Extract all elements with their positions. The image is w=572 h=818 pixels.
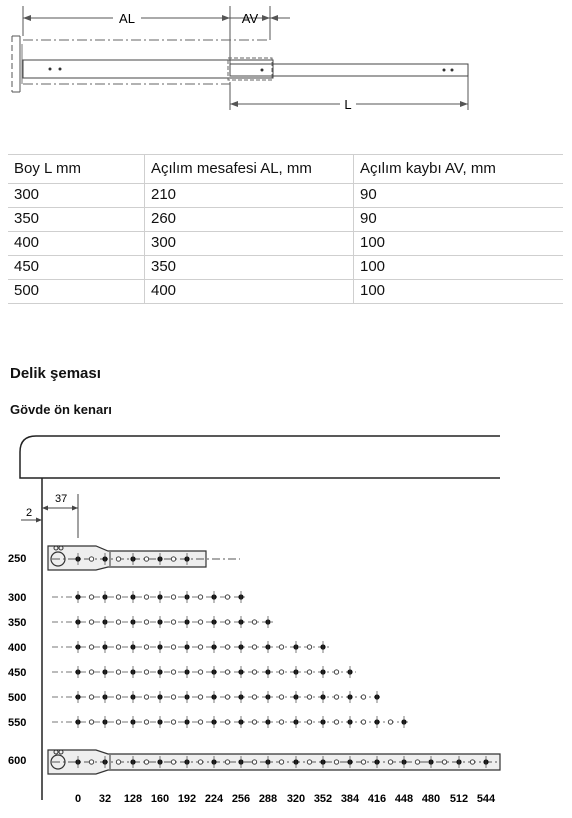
cell-loss: 90: [354, 208, 564, 232]
hole-marker-open: [198, 620, 202, 624]
cell-opening: 210: [145, 184, 354, 208]
hole-marker-open: [307, 695, 311, 699]
hole-marker-open: [144, 595, 148, 599]
hole-marker-open: [361, 720, 365, 724]
hole-marker-open: [116, 695, 120, 699]
hole-marker-open: [225, 720, 229, 724]
moving-rail: [230, 64, 468, 76]
hole-marker-open: [89, 557, 93, 561]
hole-marker-open: [225, 695, 229, 699]
hole-marker-open: [307, 670, 311, 674]
x-label: 448: [394, 793, 414, 805]
hole-marker-open: [144, 695, 148, 699]
hole-marker-open: [198, 720, 202, 724]
hole-marker-open: [415, 760, 419, 764]
subsection-title: Gövde ön kenarı: [10, 402, 112, 417]
hole-marker-open: [252, 720, 256, 724]
hole-marker-open: [144, 760, 148, 764]
offset-dimension: [21, 493, 78, 538]
table-row: [8, 280, 563, 304]
row-label-250: 250: [8, 553, 27, 565]
cell-opening: 400: [145, 280, 354, 304]
x-label: 416: [367, 793, 387, 805]
hole-marker-open: [279, 695, 283, 699]
length-spec-table: [8, 154, 563, 304]
hole-marker-open: [388, 760, 392, 764]
l-label: L: [344, 97, 352, 112]
row-label-500: 500: [8, 692, 27, 704]
x-label: 320: [286, 793, 306, 805]
hole-marker-open: [361, 760, 365, 764]
hole-marker-open: [116, 720, 120, 724]
hole-marker-open: [171, 620, 175, 624]
hole-marker-open: [116, 670, 120, 674]
cell-opening: 260: [145, 208, 354, 232]
hole-pattern-diagram: [0, 428, 572, 818]
x-label: 224: [204, 793, 224, 805]
hole-marker-open: [144, 557, 148, 561]
cell-loss: 100: [354, 280, 564, 304]
table-row: [8, 256, 563, 280]
hole-marker-open: [307, 720, 311, 724]
cell-length: 400: [8, 232, 145, 256]
x-label: 288: [258, 793, 278, 805]
cell-length: 300: [8, 184, 145, 208]
dim-offset-label: 2: [26, 507, 33, 519]
x-label: 480: [421, 793, 441, 805]
hole-marker-open: [89, 695, 93, 699]
hole-marker-open: [171, 720, 175, 724]
hole-marker-open: [116, 760, 120, 764]
hole-marker-open: [252, 695, 256, 699]
hole-marker-open: [198, 595, 202, 599]
dim-first-label: 37: [55, 493, 68, 505]
hole-marker-open: [89, 595, 93, 599]
x-label: 192: [177, 793, 197, 805]
hole-marker-open: [252, 645, 256, 649]
x-label: 256: [231, 793, 251, 805]
hole-marker-open: [171, 645, 175, 649]
hole-marker-open: [225, 620, 229, 624]
hole-marker-open: [279, 760, 283, 764]
hole-marker-open: [279, 645, 283, 649]
hole-marker-open: [89, 760, 93, 764]
hole-marker-open: [279, 720, 283, 724]
hole-marker-open: [89, 670, 93, 674]
hole-marker-open: [116, 620, 120, 624]
hole-marker-open: [198, 645, 202, 649]
hole-marker-open: [171, 695, 175, 699]
table-row: [8, 232, 563, 256]
table-header-row: [8, 155, 563, 184]
al-label: AL: [119, 11, 135, 26]
row-label-400: 400: [8, 642, 27, 654]
hole-marker-open: [171, 557, 175, 561]
hole-marker-open: [89, 620, 93, 624]
hole-marker-open: [171, 595, 175, 599]
col-header-opening: Açılım mesafesi AL, mm: [145, 155, 354, 184]
cell-opening: 350: [145, 256, 354, 280]
x-label: 128: [123, 793, 143, 805]
cell-loss: 90: [354, 184, 564, 208]
row-label-550: 550: [8, 717, 27, 729]
hole-marker-open: [470, 760, 474, 764]
hole-marker-open: [171, 670, 175, 674]
table-row: [8, 184, 563, 208]
hole-rows: [52, 553, 489, 768]
hole-marker-open: [116, 595, 120, 599]
x-label: 544: [476, 793, 496, 805]
hole-marker-open: [225, 670, 229, 674]
row-label-350: 350: [8, 617, 27, 629]
row-label-300: 300: [8, 592, 27, 604]
row-label-450: 450: [8, 667, 27, 679]
hole-marker-open: [116, 645, 120, 649]
cabinet-front-edge: [20, 436, 500, 478]
cell-loss: 100: [354, 256, 564, 280]
row-label-600: 600: [8, 755, 27, 767]
hole-marker-open: [252, 670, 256, 674]
x-axis-labels: [75, 793, 496, 805]
hole-marker-open: [144, 645, 148, 649]
hole-marker-open: [307, 645, 311, 649]
hole-marker-open: [252, 760, 256, 764]
hole-marker-open: [144, 720, 148, 724]
table-row: [8, 208, 563, 232]
hole-marker-open: [144, 670, 148, 674]
cell-length: 450: [8, 256, 145, 280]
hole-marker-open: [361, 695, 365, 699]
hole-marker-open: [334, 760, 338, 764]
col-header-length: Boy L mm: [8, 155, 145, 184]
hole-marker-open: [89, 720, 93, 724]
cell-length: 500: [8, 280, 145, 304]
mounting-bracket: [12, 36, 22, 92]
hole-marker-open: [334, 720, 338, 724]
hole-marker-open: [171, 760, 175, 764]
x-label: 352: [313, 793, 333, 805]
hole-marker-open: [307, 760, 311, 764]
hole-marker-open: [225, 595, 229, 599]
cell-length: 350: [8, 208, 145, 232]
hole-marker-open: [198, 670, 202, 674]
x-label: 384: [340, 793, 360, 805]
x-label: 512: [449, 793, 469, 805]
hole-marker-open: [225, 645, 229, 649]
hole-marker-open: [116, 557, 120, 561]
hole-marker-open: [442, 760, 446, 764]
col-header-loss: Açılım kaybı AV, mm: [354, 155, 564, 184]
hole-marker-open: [198, 760, 202, 764]
hole-marker-open: [144, 620, 148, 624]
hole-marker-open: [334, 695, 338, 699]
section-title: Delik şeması: [10, 365, 101, 382]
row-labels: [8, 553, 26, 767]
av-label: AV: [241, 11, 259, 26]
hole-marker-open: [225, 760, 229, 764]
hole-marker-open: [279, 670, 283, 674]
cell-opening: 300: [145, 232, 354, 256]
hole-marker-open: [334, 670, 338, 674]
x-label: 32: [98, 793, 112, 805]
hole-marker-open: [388, 720, 392, 724]
x-label: 0: [74, 793, 82, 805]
hole-marker-open: [252, 620, 256, 624]
drawer-slide-drawing: [0, 0, 572, 130]
x-label: 160: [150, 793, 170, 805]
hole-marker-open: [89, 645, 93, 649]
cell-loss: 100: [354, 232, 564, 256]
hole-marker-open: [198, 695, 202, 699]
